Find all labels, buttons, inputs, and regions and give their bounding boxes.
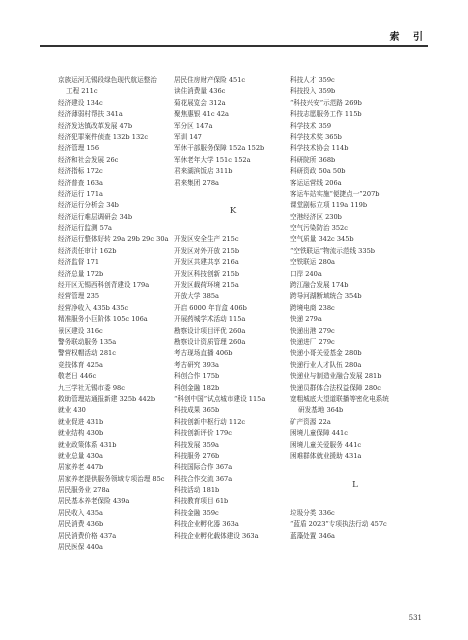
index-entry: 蓝藻处置 346a	[290, 531, 335, 540]
index-entry: 军休干部服务保障 152a 152b	[174, 144, 265, 153]
index-entry: 菊花展览会 312a	[174, 98, 226, 107]
index-entry: 君来集团 278a	[174, 178, 219, 187]
index-entry: 科技创新中枢行动 112c	[174, 417, 246, 426]
index-entry: “科创中国”试点城市建设 115a	[174, 394, 266, 403]
index-entry: 就业政策体系 431b	[58, 440, 117, 449]
index-entry: 勘察设计资质管理 260a	[174, 338, 246, 346]
index-entry: 科技教育项目 61b	[174, 497, 229, 506]
index-entry: 经营净收入 435b 435c	[58, 303, 129, 312]
index-entry: 科技企业孵化载体建设 363a	[174, 531, 259, 540]
index-entry: 君来湖滨饭店 311b	[174, 167, 233, 176]
index-entry-continuation: 研发基地 364b	[298, 406, 344, 415]
index-entry: 开发区科技创新 215b	[174, 269, 240, 278]
index-entry: 空铁联运 280a	[290, 258, 335, 267]
index-entry: 考古现场直播 406b	[174, 349, 233, 358]
index-entry: 矿产资源 22a	[290, 417, 331, 426]
index-entry: 科创金融 182b	[174, 383, 220, 392]
index-letter-heading: L	[352, 479, 358, 490]
index-entry: 客运运营线 206a	[290, 178, 342, 187]
index-entry: 读住消费量 436c	[174, 87, 226, 96]
index-entry: 科技国际合作 367a	[174, 463, 233, 472]
index-entry: 快递 279a	[290, 315, 322, 324]
index-entry: 宽粗城底大望道联播等密化电系统	[290, 394, 389, 403]
index-entry: 科技发展 359a	[174, 440, 219, 449]
index-entry: 精准服务小巨阶体 105c 106a	[58, 315, 148, 324]
index-entry: 经济运行分析会 34b	[58, 201, 119, 210]
index-entry: 科技合作交流 367a	[174, 474, 233, 483]
index-entry: 经济运行 171a	[58, 189, 103, 198]
index-entry: 军休老年大学 151c 152a	[174, 155, 251, 164]
index-entry: 就业 430	[58, 406, 86, 415]
index-entry: 居民医保 440a	[58, 543, 103, 552]
index-entry: 警营权帽活动 281c	[58, 349, 116, 358]
index-body	[58, 75, 420, 615]
index-entry: 垃圾分类 336c	[290, 508, 335, 517]
index-entry: 聚焦惠银 41c 42a	[174, 110, 229, 119]
index-letter-heading: K	[229, 206, 237, 217]
header-rule	[40, 45, 428, 47]
index-entry: 经济建设 134c	[58, 98, 103, 107]
index-entry: 军训 147	[174, 132, 202, 141]
index-entry: 空港经济区 230b	[290, 212, 342, 221]
index-entry: 科研资政 50a 50b	[290, 167, 346, 176]
index-entry: 科技志愿服务工作 115b	[290, 110, 362, 119]
section-spacer	[290, 462, 420, 473]
index-entry: 科技人才 359c	[290, 76, 335, 84]
index-entry: 就业总量 430a	[58, 451, 103, 460]
index-entry: 经济监督 171	[58, 258, 100, 267]
index-entry: 经开区无锡西科创背建设 179a	[58, 281, 150, 290]
index-entry: 经济运行整体好转 29a 29b 29c 30a	[58, 235, 169, 244]
index-entry: 科技服务 276b	[174, 451, 220, 460]
index-entry: 敬老日 446c	[58, 372, 97, 381]
index-column-1	[58, 75, 176, 615]
index-entry: 军分区 147a	[174, 121, 213, 130]
index-entry: 经济管理 156	[58, 144, 100, 153]
index-entry: 快递行业人才队伍 280a	[290, 360, 362, 369]
index-entry: 困难群体就业援助 431a	[290, 451, 362, 460]
index-entry: 科研院所 368b	[290, 155, 336, 164]
index-entry: 开发区对外开放 215b	[174, 246, 240, 255]
index-entry: 快递出港 279c	[290, 326, 335, 335]
index-entry: 居民基本养老保险 439a	[58, 497, 130, 506]
index-entry: 经济普查 163a	[58, 178, 103, 187]
index-entry: 经济运行难层调研会 34b	[58, 212, 133, 221]
index-entry: 开展药城学术活动 115a	[174, 315, 246, 324]
index-entry: 经营管理 235	[58, 292, 100, 301]
index-entry: 居民服务业 278a	[58, 486, 110, 495]
index-entry: 经济犯罪案件侦查 132b 132c	[58, 132, 149, 141]
index-entry: 科学技术奖 365b	[290, 132, 342, 141]
index-entry: 景区建设 316c	[58, 326, 103, 335]
index-entry: 开发区安全生产 215c	[174, 235, 239, 244]
index-entry: 科学技术 359	[290, 121, 332, 130]
index-entry: 考古研究 393a	[174, 360, 219, 369]
index-entry: 经济薄弱村帮扶 341a	[58, 110, 123, 119]
index-column-3	[290, 75, 420, 615]
index-entry: 警务联动服务 135a	[58, 337, 117, 346]
index-entry: 科技金融 359c	[174, 508, 219, 517]
page-number: 531	[408, 614, 422, 622]
index-entry: 开放大学 385a	[174, 292, 219, 301]
index-entry: 科学技术协会 114b	[290, 144, 349, 153]
index-entry: 科技企业孵化器 363a	[174, 520, 239, 529]
index-entry: 空气污染防治 352c	[290, 224, 348, 233]
index-entry: 客运车站实施“便捷点一”207b	[290, 189, 380, 198]
index-entry: 快递业与制造业融合发展 281b	[290, 372, 382, 381]
index-entry: 经济和社会发展 26c	[58, 155, 119, 164]
index-entry: 居家养老提供服务领域专项治理 85c	[58, 474, 165, 483]
index-entry: 课堂剧标立项 119a 119b	[290, 201, 368, 210]
index-entry: 就业促进 431b	[58, 417, 104, 426]
index-entry: 跨导河湖断域统合 354b	[290, 292, 362, 301]
index-entry: 勘察设计项目评优 260a	[174, 326, 246, 335]
section-spacer	[174, 223, 292, 234]
index-entry: 开发区共建共享 216a	[174, 258, 239, 267]
index-entry: 空气质量 342c 345b	[290, 235, 354, 244]
index-entry: 经济总量 172b	[58, 269, 104, 278]
index-entry: 跨境电商 238c	[290, 303, 335, 312]
index-entry: 开发区载荷环境 215a	[174, 281, 239, 290]
index-entry: 快递员群体合法权益保障 280c	[290, 383, 381, 392]
section-spacer	[290, 496, 420, 507]
section-title: 索 引	[389, 32, 428, 43]
index-entry: “科技兴安”示范路 269b	[290, 98, 362, 107]
index-entry: 居民住房财产保险 451c	[174, 76, 246, 84]
index-column-2	[174, 75, 292, 615]
index-entry: 口岸 240a	[290, 269, 322, 278]
index-entry: 科技成果 365b	[174, 406, 220, 415]
index-entry: 快递小哥关爱基金 280b	[290, 349, 362, 358]
index-entry: 困境儿童关爱服务 441c	[290, 440, 362, 449]
index-entry: 科创合作 175b	[174, 372, 220, 381]
index-entry: 经济责任审计 162b	[58, 246, 117, 255]
section-spacer	[174, 189, 292, 200]
index-entry: 九三学社无锡市委 98c	[58, 383, 125, 392]
index-entry: 困境儿童保障 441c	[290, 429, 348, 438]
index-entry: 开启 6000 年盲盒 406b	[174, 303, 247, 312]
index-entry: 居民收入 435a	[58, 508, 103, 517]
index-entry: 科技创新评价 179c	[174, 429, 232, 438]
page-header	[0, 0, 468, 52]
index-entry: “蓝盾 2023”专项执法行动 457c	[290, 520, 387, 529]
index-entry: 就业结构 430b	[58, 429, 104, 438]
index-entry: 救助管理站通报新建 325b 442b	[58, 394, 156, 403]
index-entry: 经济运行监测 57a	[58, 224, 112, 233]
index-entry: 竞技体育 425a	[58, 360, 103, 369]
index-entry: 经济发达镇改革发展 47b	[58, 121, 133, 130]
index-entry-continuation: 工程 211c	[66, 87, 98, 96]
index-entry: 居民消费价格 437a	[58, 531, 117, 540]
index-entry: 快递进厂 279c	[290, 337, 335, 346]
index-entry: 科技活动 181b	[174, 486, 220, 495]
index-entry: 居民消费 436b	[58, 520, 104, 529]
index-entry: 跨江融合发展 174b	[290, 281, 349, 290]
index-entry: “空铁联运”物流示范线 335b	[290, 246, 375, 255]
index-entry: 经济指标 172c	[58, 167, 103, 176]
index-entry: 居家养老 447b	[58, 463, 104, 472]
index-entry: 科技投入 359b	[290, 87, 336, 96]
index-entry: 京族运河无锡段绿色现代航运整治	[58, 76, 157, 84]
